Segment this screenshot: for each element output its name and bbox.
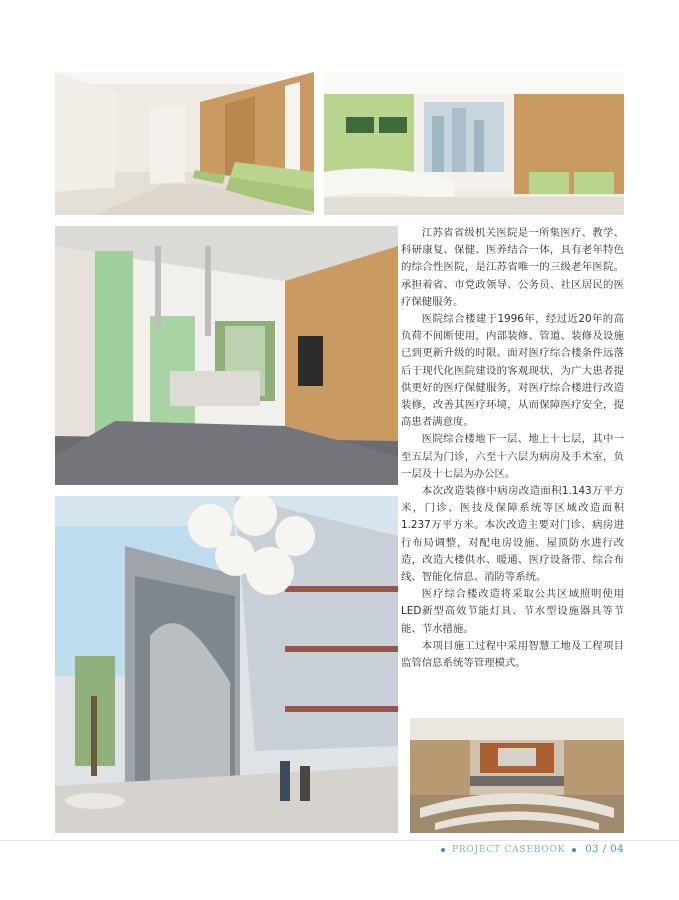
bullet-dot-icon	[572, 848, 576, 852]
footer-label: PROJECT CASEBOOK	[451, 844, 566, 855]
reception-photo	[324, 72, 624, 215]
article-paragraph: 医院综合楼地下一层、地上十七层，其中一至五层为门诊，六至十六层为病房及手术室，负一层及十七层为办公区。	[401, 433, 624, 480]
article-paragraph: 医疗综合楼改造将采取公共区域照明使用LED新型高效节能灯具、节水型设施器具等节能、节水措施。	[401, 588, 624, 635]
ward-room-photo	[55, 226, 398, 485]
article-paragraph: 本次改造装修中病房改造面积1.143万平方米，门诊、医技及保障系统等区域改造面积1.237万平方米。本次改造主要对门诊、病房进行布局调整，对配电房设施、屋顶防水进行改造，改造大楼供水、暖通、医疗设备带、综合布线、智能化信息、消防等系统。	[401, 485, 624, 584]
footer-divider	[0, 840, 679, 841]
article-paragraph: 本项目施工过程中采用智慧工地及工程项目监管信息系统等管理模式。	[401, 639, 624, 670]
atrium-photo	[55, 496, 398, 833]
article-paragraph: 医院综合楼建于1996年，经过近20年的高负荷不间断使用，内部装修、管道、装修及设施已到更新升级的时限。面对医疗综合楼条件远落后于现代化医院建设的客观现状，为广大患者提供更好的医疗保健服务，对医疗综合楼进行改造装修，改善其医疗环境，从而保障医疗安全，提高患者满意度。	[401, 313, 624, 429]
article-body	[401, 225, 624, 672]
article-paragraph: 江苏省省级机关医院是一所集医疗、教学、科研康复、保健、医养结合一体，具有老年特色的综合性医院，是江苏省唯一的三级老年医院。承担着省、市党政领导、公务员、社区居民的医疗保健服务。	[401, 227, 624, 308]
meeting-room-photo	[410, 718, 624, 833]
page-footer	[441, 844, 624, 855]
page-number: 03 / 04	[585, 844, 624, 855]
bullet-dot-icon	[441, 848, 445, 852]
corridor-photo	[55, 72, 314, 215]
